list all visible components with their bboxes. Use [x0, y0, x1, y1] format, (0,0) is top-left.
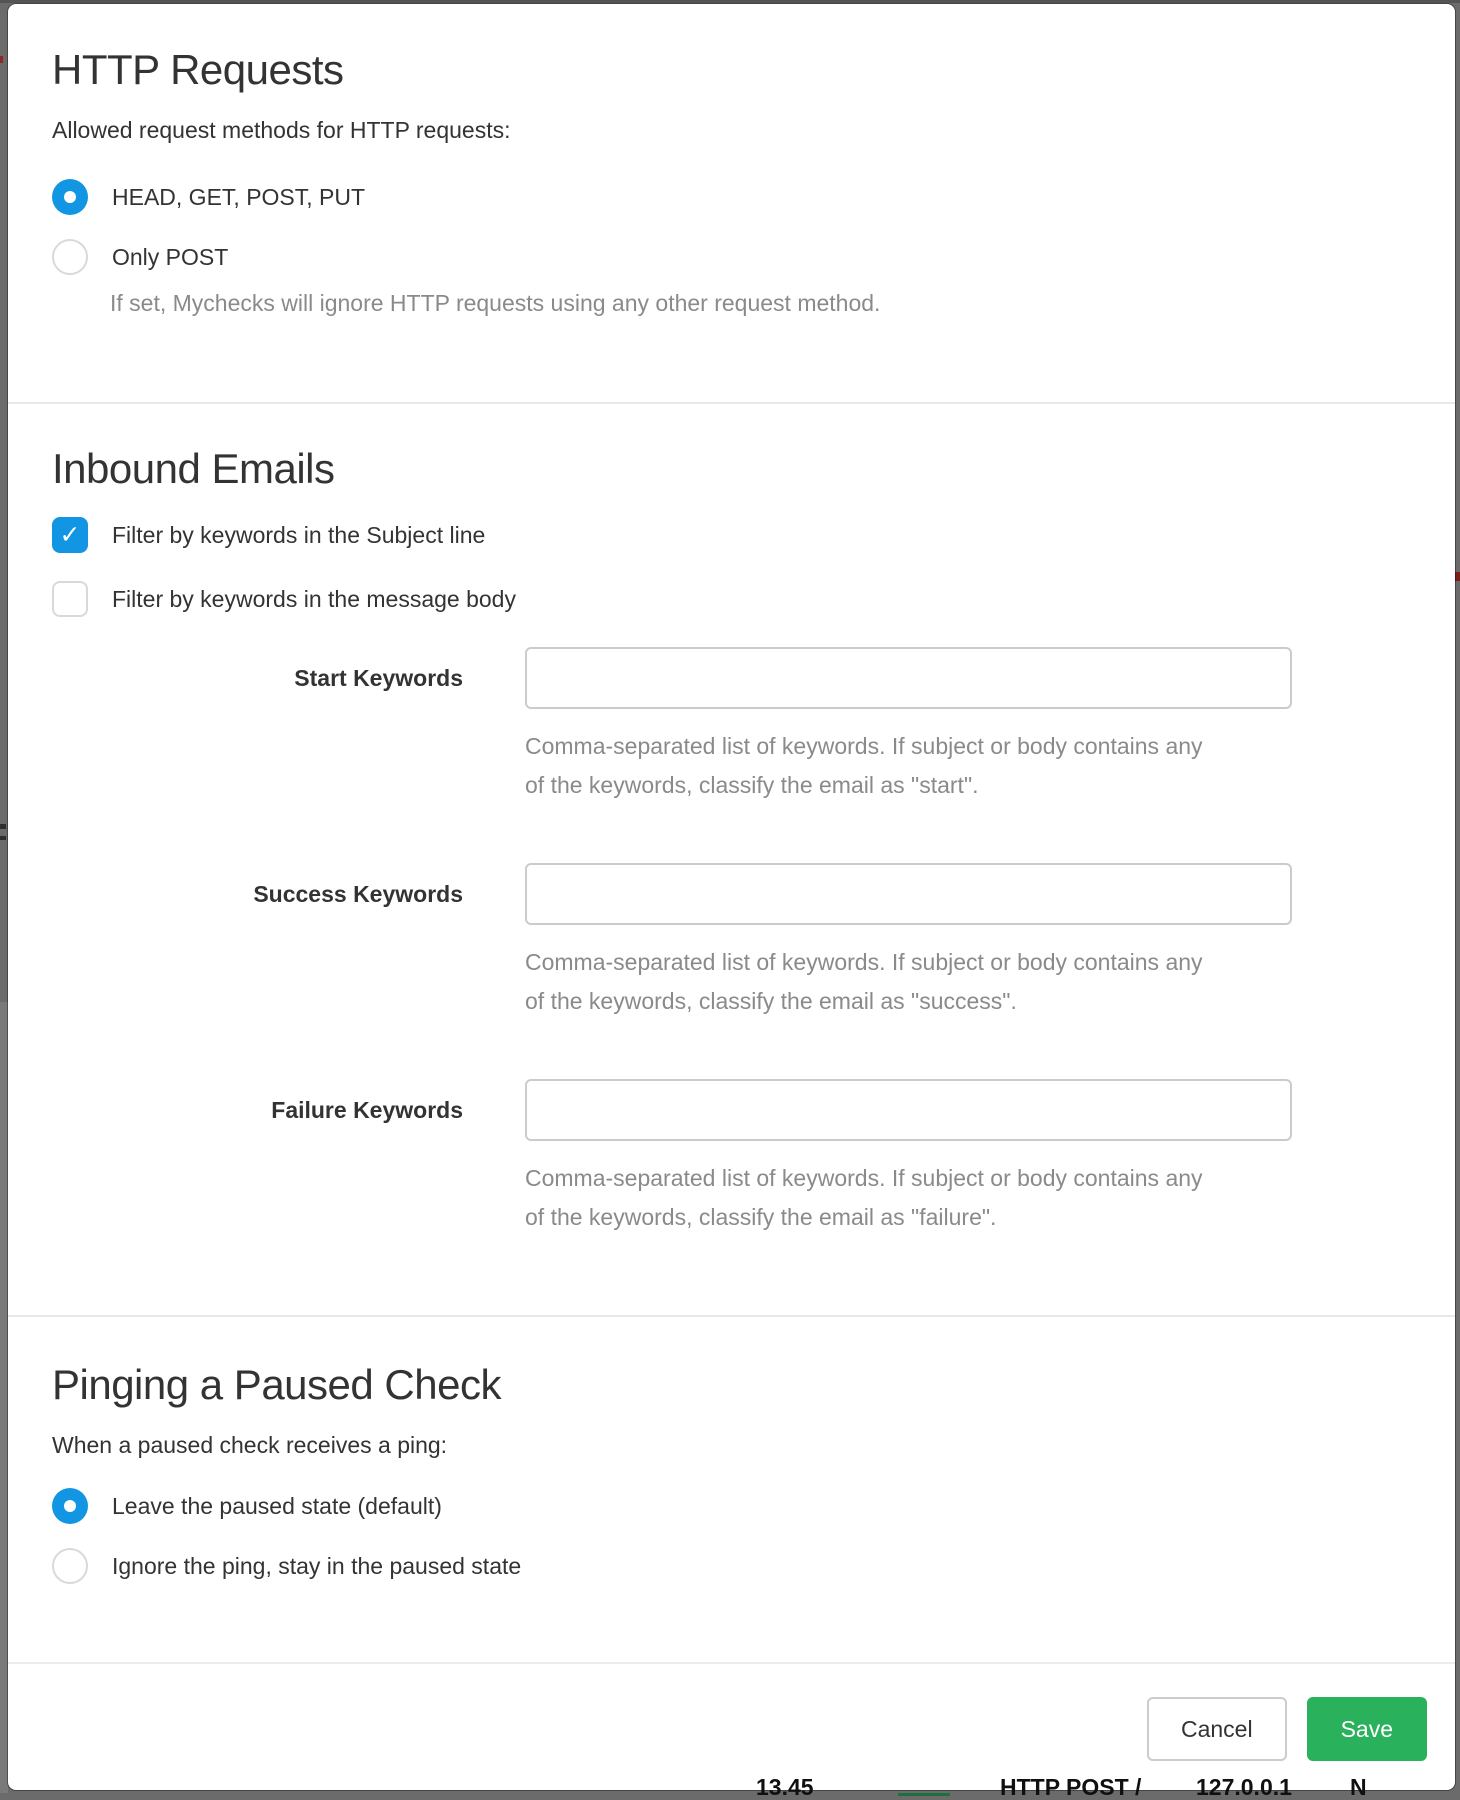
- radio-selected-icon[interactable]: [52, 179, 88, 215]
- radio-unselected-icon[interactable]: [52, 1548, 88, 1584]
- section-pinging-paused: [8, 1317, 1455, 1662]
- radio-label: HEAD, GET, POST, PUT: [112, 184, 366, 210]
- radio-option-leave-paused[interactable]: [52, 1488, 1411, 1524]
- checkbox-filter-subject[interactable]: [52, 517, 1411, 553]
- background-pinglog-sliver: [0, 1774, 1460, 1800]
- checkbox-unchecked-icon[interactable]: [52, 581, 88, 617]
- failure-keywords-input[interactable]: [525, 1079, 1292, 1141]
- check-icon: ✓: [59, 521, 81, 549]
- success-keywords-row: [52, 863, 1411, 1021]
- radio-label: Ignore the ping, stay in the paused state: [112, 1553, 522, 1579]
- start-keywords-row: [52, 647, 1411, 805]
- inbound-emails-title: Inbound Emails: [52, 445, 335, 492]
- section-http-requests: [8, 4, 1455, 402]
- modal-footer: [8, 1662, 1455, 1790]
- background-ping-extra: N: [1350, 1774, 1367, 1800]
- http-requests-title: HTTP Requests: [52, 46, 344, 93]
- radio-label: Leave the paused state (default): [112, 1493, 442, 1519]
- background-fragment-left-panel: [0, 1002, 8, 1796]
- radio-option-ignore-ping[interactable]: [52, 1548, 1411, 1584]
- only-post-help-text: If set, Mychecks will ignore HTTP requests using any other request method.: [110, 290, 881, 316]
- start-keywords-help: Comma-separated list of keywords. If subject or body contains any of the keywords, classify the email as "start".: [525, 733, 1203, 798]
- success-keywords-field: [525, 863, 1292, 925]
- pinging-paused-title: Pinging a Paused Check: [52, 1361, 501, 1408]
- save-button[interactable]: Save: [1307, 1697, 1427, 1761]
- background-ping-method: HTTP POST /: [1000, 1774, 1142, 1800]
- cancel-button[interactable]: Cancel: [1147, 1697, 1287, 1761]
- success-keywords-input[interactable]: [525, 863, 1292, 925]
- section-inbound-emails: [8, 404, 1455, 1315]
- failure-keywords-row: [52, 1079, 1411, 1237]
- background-ping-time: 13.45: [756, 1774, 814, 1800]
- pinging-paused-description: When a paused check receives a ping:: [52, 1432, 448, 1458]
- background-fragment-left-red: [0, 56, 3, 63]
- failure-keywords-help: Comma-separated list of keywords. If subject or body contains any of the keywords, classify the email as "failure".: [525, 1165, 1203, 1230]
- background-fragment-left-text: [0, 824, 6, 829]
- success-keywords-help: Comma-separated list of keywords. If subject or body contains any of the keywords, classify the email as "success".: [525, 949, 1203, 1014]
- radio-option-only-post[interactable]: [52, 239, 1411, 275]
- checkbox-label: Filter by keywords in the message body: [112, 586, 516, 612]
- background-ping-ip: 127.0.0.1: [1196, 1774, 1292, 1800]
- radio-unselected-icon[interactable]: [52, 239, 88, 275]
- start-keywords-label: Start Keywords: [294, 665, 463, 691]
- checkbox-label: Filter by keywords in the Subject line: [112, 522, 486, 548]
- radio-option-head-get-post-put[interactable]: [52, 179, 1411, 215]
- checkbox-checked-icon[interactable]: [52, 517, 88, 553]
- backdrop-top-edge: [0, 0, 1460, 3]
- background-fragment-right-red: [1455, 572, 1460, 581]
- http-requests-description: Allowed request methods for HTTP requests:: [52, 117, 511, 143]
- start-keywords-field: [525, 647, 1292, 709]
- start-keywords-input[interactable]: [525, 647, 1292, 709]
- settings-modal: [8, 4, 1455, 1790]
- radio-label: Only POST: [112, 244, 229, 270]
- failure-keywords-label: Failure Keywords: [271, 1097, 463, 1123]
- background-fragment-left-text: [0, 836, 6, 840]
- success-keywords-label: Success Keywords: [253, 881, 463, 907]
- radio-selected-icon[interactable]: [52, 1488, 88, 1524]
- checkbox-filter-body[interactable]: [52, 581, 1411, 617]
- background-status-badge: [898, 1793, 950, 1796]
- failure-keywords-field: [525, 1079, 1292, 1141]
